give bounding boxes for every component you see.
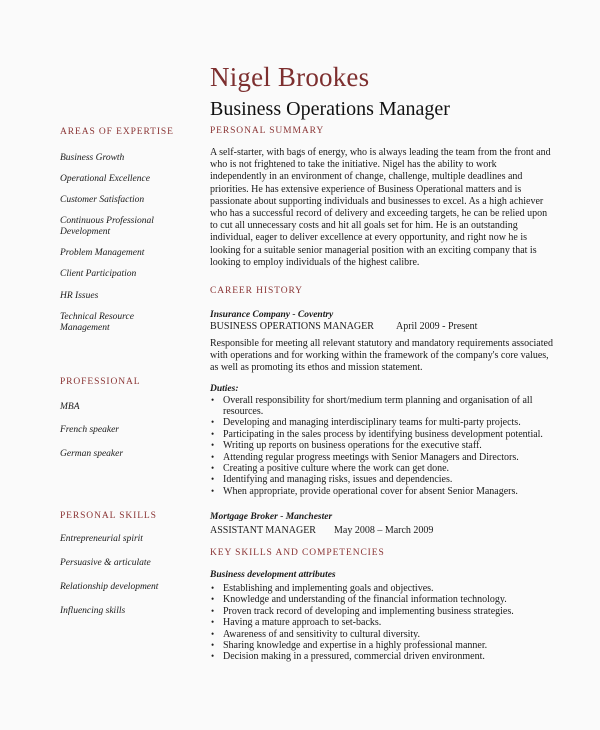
expertise-item: Continuous Professional Development xyxy=(60,216,154,237)
duty-item: • Attending regular progress meetings with Senior Managers and Directors. xyxy=(210,452,555,463)
personal-skill-item: Relationship development xyxy=(60,582,159,592)
job-role: ASSISTANT MANAGER xyxy=(210,525,316,536)
personal-summary-heading: PERSONAL SUMMARY xyxy=(210,126,325,136)
job-role-line xyxy=(210,321,555,333)
personal-skills-heading: PERSONAL SKILLS xyxy=(60,511,157,521)
duty-item: • When appropriate, provide operational cover for absent Senior Managers. xyxy=(210,486,555,497)
job-company: Mortgage Broker - Manchester xyxy=(210,512,333,522)
job-role: BUSINESS OPERATIONS MANAGER xyxy=(210,321,374,332)
job-role-line xyxy=(210,525,555,537)
professional-item: MBA xyxy=(60,402,80,412)
duty-item: • Overall responsibility for short/medium term planning and organisation of all resources. xyxy=(210,395,555,418)
professional-heading: PROFESSIONAL xyxy=(60,377,141,387)
career-history-heading: CAREER HISTORY xyxy=(210,286,303,296)
areas-of-expertise-heading: AREAS OF EXPERTISE xyxy=(60,127,174,137)
personal-skill-item: Influencing skills xyxy=(60,606,126,616)
personal-summary-text: A self-starter, with bags of energy, who is always leading the team from the front and who is not frightened to take the initiative. Nigel has the ability to work independently in an environment of change, challenge, multiple deadlines and priorities. He has extensive experience of Business Operational matters and is passionate about supporting individuals and businesses to excel. As a high achiever who has a successful record of delivery and exceeding targets, he can be relied upon to cut all unnecessary costs and hit all goals set for him. He is an outstanding individual, eager to deliver excellence at every opportunity, and right now he is looking for a suitable senior managerial position with an exciting company that is looking to employ individuals of the highest calibre. xyxy=(210,147,551,268)
expertise-item: Client Participation xyxy=(60,269,137,279)
personal-skill-item: Entrepreneurial spirit xyxy=(60,534,143,544)
expertise-item: Customer Satisfaction xyxy=(60,195,145,205)
key-skills-heading: KEY SKILLS AND COMPETENCIES xyxy=(210,548,385,558)
career-history-section xyxy=(210,286,555,497)
job-entry xyxy=(210,512,555,537)
key-skills-section xyxy=(210,548,555,663)
expertise-item: Problem Management xyxy=(60,248,145,258)
skills-subheading: Business development attributes xyxy=(210,570,336,580)
job-company: Insurance Company - Coventry xyxy=(210,310,334,320)
candidate-name: Nigel Brookes xyxy=(210,62,370,92)
expertise-item: Technical Resource Management xyxy=(60,312,134,333)
duty-item: • Creating a positive culture where the work can get done. xyxy=(210,463,555,474)
professional-item: German speaker xyxy=(60,449,124,459)
job-dates: April 2009 - Present xyxy=(396,321,478,332)
areas-of-expertise-section xyxy=(60,127,200,153)
expertise-item: HR Issues xyxy=(60,291,99,301)
skill-item: • Knowledge and understanding of the financial information technology. xyxy=(210,594,555,605)
personal-summary-section xyxy=(210,126,555,269)
skill-item: • Having a mature approach to set-backs. xyxy=(210,617,555,628)
skill-item: • Establishing and implementing goals and objectives. xyxy=(210,583,555,594)
professional-item: French speaker xyxy=(60,425,119,435)
job-entry xyxy=(210,310,555,497)
job-dates: May 2008 – March 2009 xyxy=(334,525,434,536)
personal-skills-section xyxy=(60,511,200,616)
duty-item: • Participating in the sales process by identifying business development potential. xyxy=(210,429,555,440)
duties-list xyxy=(210,395,555,498)
expertise-item: Business Growth xyxy=(60,153,125,163)
duty-item: • Writing up reports on business operations for the executive staff. xyxy=(210,440,555,451)
candidate-title: Business Operations Manager xyxy=(210,98,450,120)
job-description: Responsible for meeting all relevant statutory and mandatory requirements associated with operations and for working within the framework of the company's core values, as well as promoting its ethos and mission statement. xyxy=(210,338,553,374)
duties-label: Duties: xyxy=(210,383,239,394)
duty-item: • Developing and managing interdisciplinary teams for multi-party projects. xyxy=(210,417,555,428)
duty-item: • Identifying and managing risks, issues and dependencies. xyxy=(210,474,555,485)
skill-item: • Decision making in a pressured, commercial driven environment. xyxy=(210,651,555,662)
skill-item: • Awareness of and sensitivity to cultural diversity. xyxy=(210,629,555,640)
skill-item: • Proven track record of developing and implementing business strategies. xyxy=(210,606,555,617)
expertise-item: Operational Excellence xyxy=(60,174,150,184)
professional-section xyxy=(60,377,200,459)
skills-list xyxy=(210,583,555,663)
personal-skill-item: Persuasive & articulate xyxy=(60,558,151,568)
skill-item: • Sharing knowledge and expertise in a highly professional manner. xyxy=(210,640,555,651)
